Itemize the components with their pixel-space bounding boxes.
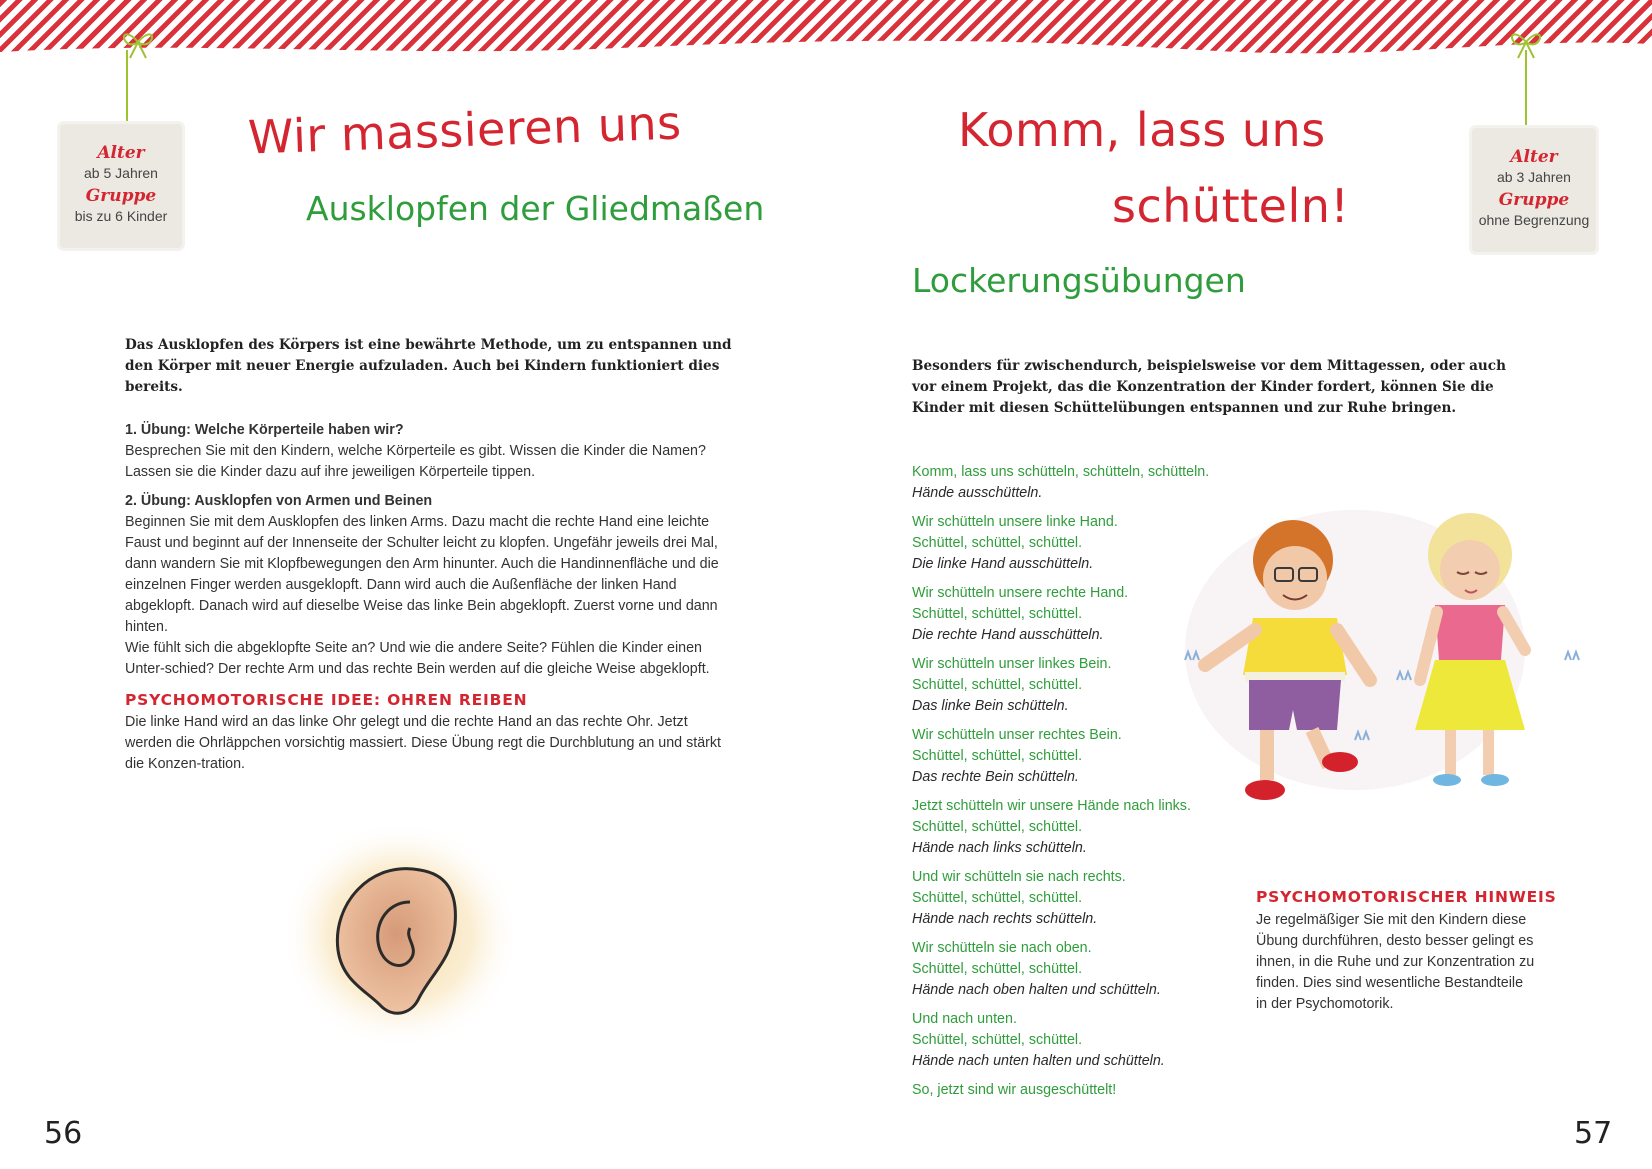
song-line: Schüttel, schüttel, schüttel. — [912, 535, 1083, 551]
song-instruction: Das rechte Bein schütteln. — [912, 769, 1079, 785]
song-line: Schüttel, schüttel, schüttel. — [912, 890, 1083, 906]
song-stanza — [912, 1080, 1242, 1101]
song-line: Wir schütteln unser linkes Bein. — [912, 656, 1112, 672]
exercise2-text: Beginnen Sie mit dem Ausklopfen des linken Arms. Dazu macht die rechte Hand eine leichte Faust und beginnt auf der Innenseite der Schulter leicht zu klopfen. Ungefähr jeweils drei Mal, dann wandern Sie mit Klopfbewegungen den Arm hinunter. Auch die Handinnenfläche und die einzelnen Finger werden ausgeklopft. Dann wird auch die Außenfläche der linken Hand abgeklopft. Danach wird auf dieselbe Weise das linke Bein abgeklopft. Zuerst vorne und dann hinten. — [125, 514, 719, 635]
song-instruction: Die linke Hand ausschütteln. — [912, 556, 1094, 572]
hint-text: Je regelmäßiger Sie mit den Kindern diese Übung durchführen, desto besser gelingt es ihnen, in die Ruhe und zur Konzentration zu finden. Dies sind wesentliche Bestandteile in der Psychomotorik. — [1256, 912, 1535, 1012]
song-stanza — [912, 938, 1242, 1001]
song-line: Wir schütteln unser rechtes Bein. — [912, 727, 1122, 743]
song-line: Jetzt schütteln wir unsere Hände nach links. — [912, 798, 1191, 814]
age-value: ab 5 Jahren — [84, 165, 158, 181]
song-instruction: Hände nach oben halten und schütteln. — [912, 982, 1161, 998]
right-info-tag — [1472, 128, 1596, 252]
song-line: Wir schütteln sie nach oben. — [912, 940, 1092, 956]
right-subtitle: Lockerungsübungen — [912, 261, 1246, 300]
left-tag-string — [126, 50, 128, 134]
left-page-number: 56 — [44, 1116, 83, 1151]
group-value: ohne Begrenzung — [1478, 212, 1590, 228]
idea-text: Die linke Hand wird an das linke Ohr gelegt und die rechte Hand an das rechte Ohr. Jetzt werden die Ohrläppchen vorsichtig massiert. Diese Übung regt die Durchblutung an und stärkt die Konzen-tration. — [125, 714, 722, 772]
ear-illustration — [270, 810, 530, 1060]
group-label: Gruppe — [1498, 190, 1570, 210]
song-line: So, jetzt sind wir ausgeschüttelt! — [912, 1082, 1117, 1098]
song-line: Und nach unten. — [912, 1011, 1017, 1027]
exercise1-title: 1. Übung: Welche Körperteile haben wir? — [125, 422, 404, 438]
song-line: Schüttel, schüttel, schüttel. — [912, 677, 1083, 693]
left-info-tag — [60, 124, 182, 248]
hint-heading: PSYCHOMOTORISCHER HINWEIS — [1256, 888, 1557, 906]
idea-heading: PSYCHOMOTORISCHE IDEE: OHREN REIBEN — [125, 691, 528, 709]
song-line: Komm, lass uns schütteln, schütteln, schütteln. — [912, 464, 1210, 480]
song-line: Schüttel, schüttel, schüttel. — [912, 1032, 1083, 1048]
song-instruction: Hände nach links schütteln. — [912, 840, 1087, 856]
exercise2-text2: Wie fühlt sich die abgeklopfte Seite an? Und wie die andere Seite? Fühlen die Kinder einen Unter-schied? Der rechte Arm und das rechte Bein werden auf die gleiche Weise abgeklopft. — [125, 640, 710, 677]
left-title: Wir massieren uns — [247, 95, 683, 165]
left-exercises — [125, 420, 735, 680]
song-line: Schüttel, schüttel, schüttel. — [912, 961, 1083, 977]
left-intro: Das Ausklopfen des Körpers ist eine bewährte Methode, um zu entspannen und den Körper mit neuer Energie aufzuladen. Auch bei Kindern funktioniert dies bereits. — [125, 337, 732, 395]
right-page-number: 57 — [1574, 1116, 1613, 1151]
song-instruction: Hände nach rechts schütteln. — [912, 911, 1098, 927]
song-instruction: Die rechte Hand ausschütteln. — [912, 627, 1104, 643]
children-illustration — [1165, 500, 1620, 810]
song-instruction: Hände ausschütteln. — [912, 485, 1043, 501]
group-value: bis zu 6 Kinder — [74, 208, 168, 224]
song-line: Wir schütteln unsere linke Hand. — [912, 514, 1118, 530]
song-instruction: Hände nach unten halten und schütteln. — [912, 1053, 1165, 1069]
age-value: ab 3 Jahren — [1497, 169, 1571, 185]
song-stanza — [912, 1009, 1242, 1072]
exercise2-title: 2. Übung: Ausklopfen von Armen und Beinen — [125, 493, 433, 509]
song-line: Wir schütteln unsere rechte Hand. — [912, 585, 1129, 601]
right-intro: Besonders für zwischendurch, beispielsweise vor dem Mittagessen, oder auch vor einem Projekt, das die Konzentration der Kinder fordert, können Sie die Kinder mit diesen Schüttelübungen entspannen und zur Ruhe bringen. — [912, 358, 1506, 416]
song-stanza — [912, 462, 1242, 504]
song-line: Schüttel, schüttel, schüttel. — [912, 748, 1083, 764]
song-instruction: Das linke Bein schütteln. — [912, 698, 1069, 714]
left-subtitle: Ausklopfen der Gliedmaßen — [306, 189, 765, 228]
exercise1-text: Besprechen Sie mit den Kindern, welche Körperteile es gibt. Wissen die Kinder die Namen? Lassen sie die Kinder dazu auf ihre jeweiligen Körperteile tippen. — [125, 443, 706, 480]
age-label: Alter — [97, 143, 145, 163]
right-title-line2: schütteln! — [1112, 179, 1350, 233]
song-stanza — [912, 867, 1242, 930]
age-label: Alter — [1510, 147, 1558, 167]
song-line: Schüttel, schüttel, schüttel. — [912, 819, 1083, 835]
song-line: Schüttel, schüttel, schüttel. — [912, 606, 1083, 622]
stripe-wave-edge — [0, 30, 1652, 70]
right-title-line1: Komm, lass uns — [958, 103, 1326, 157]
right-tag-string — [1525, 50, 1527, 136]
group-label: Gruppe — [85, 186, 157, 206]
song-line: Und wir schütteln sie nach rechts. — [912, 869, 1126, 885]
left-bow-icon — [118, 24, 158, 64]
